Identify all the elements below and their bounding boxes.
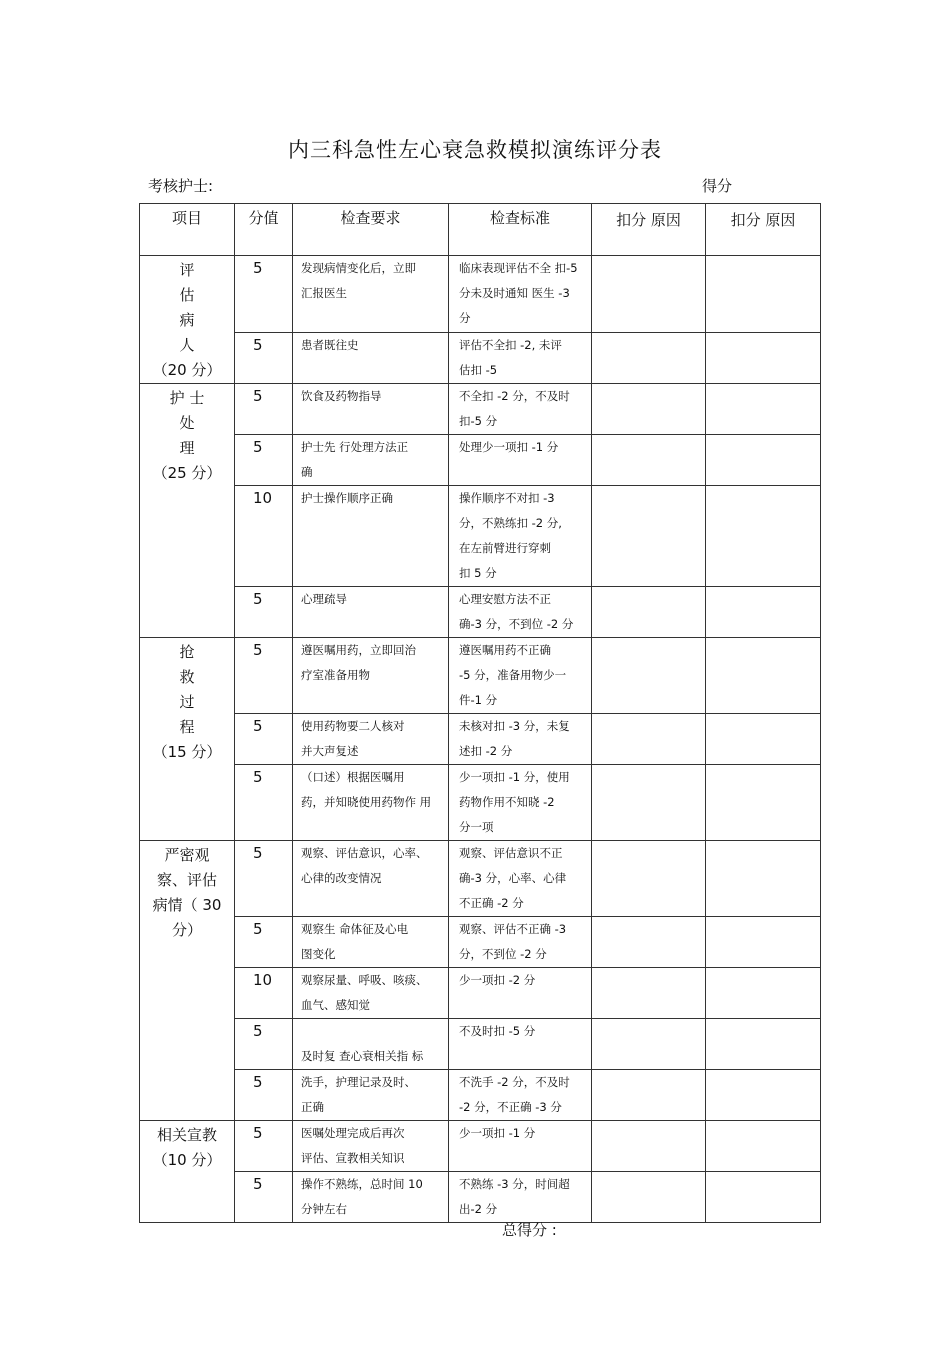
scoring-table [139, 203, 821, 1223]
requirement-cell [293, 968, 449, 1019]
requirement-cell [293, 765, 449, 841]
score-value-text: 5 [253, 641, 263, 659]
score-value-text: 5 [253, 1073, 263, 1091]
section-item-cell [140, 384, 235, 638]
table-row [140, 384, 821, 435]
score-value-text: 5 [253, 768, 263, 786]
standard-text: 不全扣 -2 分，不及时 扣-5 分 [459, 389, 570, 428]
requirement-text: 护士操作顺序正确 [301, 491, 393, 505]
header-item: 项目 [140, 204, 235, 256]
header-standard: 检查标准 [449, 204, 592, 256]
deduct-2-cell [706, 384, 821, 435]
section-item-label: 护 士 处 理 （25 分） [152, 389, 222, 482]
score-value-text: 5 [253, 844, 263, 862]
standard-cell [449, 384, 592, 435]
standard-cell [449, 1121, 592, 1172]
deduct-2-cell [706, 1019, 821, 1070]
score-value-cell [235, 486, 293, 587]
score-value-text: 5 [253, 590, 263, 608]
score-value-text: 10 [253, 971, 273, 989]
score-value-text: 5 [253, 335, 263, 354]
score-value-cell [235, 765, 293, 841]
deduct-1-cell [592, 332, 706, 383]
standard-text: 观察、评估意识不正 确-3 分，心率、心律 不正确 -2 分 [459, 846, 567, 910]
requirement-cell [293, 256, 449, 333]
requirement-text: 使用药物要二人核对 并大声复述 [301, 719, 405, 758]
deduct-1-cell [592, 384, 706, 435]
table-row [140, 917, 821, 968]
deduct-2-cell [706, 486, 821, 587]
table-row [140, 332, 821, 383]
deduct-1-cell [592, 1019, 706, 1070]
standard-text: 不洗手 -2 分，不及时 -2 分，不正确 -3 分 [459, 1075, 570, 1114]
requirement-text: 观察生 命体征及心电 图变化 [301, 922, 409, 961]
page-title: 内三科急性左心衰急救模拟演练评分表 [288, 138, 662, 162]
requirement-text: 医嘱处理完成后再次 评估、宣教相关知识 [301, 1126, 405, 1165]
requirement-cell [293, 638, 449, 714]
score-value-cell [235, 1172, 293, 1223]
deduct-1-cell [592, 486, 706, 587]
deduct-2-cell [706, 765, 821, 841]
standard-text: 不熟练 -3 分，时间超 出-2 分 [459, 1177, 570, 1216]
table-row [140, 1070, 821, 1121]
section-item-label: 抢 救 过 程 （15 分） [152, 643, 222, 761]
standard-text: 操作顺序不对扣 -3 分，不熟练扣 -2 分, 在左前臂进行穿刺 扣 5 分 [459, 491, 562, 580]
table-row [140, 841, 821, 917]
score-value-text: 10 [253, 489, 273, 507]
header-row [140, 204, 821, 256]
examiner-label: 考核护士: [148, 177, 214, 195]
standard-cell [449, 486, 592, 587]
requirement-cell [293, 1121, 449, 1172]
table-row [140, 1019, 821, 1070]
score-value-cell [235, 384, 293, 435]
deduct-2-cell [706, 714, 821, 765]
requirement-text: 患者既往史 [301, 337, 359, 352]
standard-cell [449, 1019, 592, 1070]
requirement-text: 及时复 查心衰相关指 标 [301, 1049, 424, 1063]
score-value-text: 5 [253, 1124, 263, 1142]
requirement-text: 饮食及药物指导 [301, 389, 382, 403]
requirement-text: （口述）根据医嘱用 药，并知晓使用药物作 用 [301, 770, 432, 809]
score-value-text: 5 [253, 438, 263, 456]
standard-cell [449, 638, 592, 714]
deduct-1-cell [592, 638, 706, 714]
section-item-cell [140, 841, 235, 1121]
requirement-text: 护士先 行处理方法正 确 [301, 440, 409, 479]
header-score: 分值 [235, 204, 293, 256]
deduct-2-cell [706, 256, 821, 333]
requirement-cell [293, 1070, 449, 1121]
requirement-cell [293, 1019, 449, 1070]
deduct-2-cell [706, 435, 821, 486]
standard-text: 遵医嘱用药不正确 -5 分，准备用物少一 件-1 分 [459, 643, 567, 707]
standard-cell [449, 332, 592, 383]
deduct-1-cell [592, 917, 706, 968]
table-row [140, 256, 821, 333]
section-item-label: 评 估 病 人 （20 分） [152, 261, 222, 379]
standard-cell [449, 1172, 592, 1223]
section-item-cell [140, 256, 235, 384]
table-row [140, 486, 821, 587]
deduct-2-cell [706, 638, 821, 714]
requirement-cell [293, 486, 449, 587]
deduct-2-cell [706, 332, 821, 383]
requirement-text: 遵医嘱用药，立即回治 疗室准备用物 [301, 643, 416, 682]
requirement-cell [293, 384, 449, 435]
section-item-label: 严密观 察、评估 病情（ 30 分） [152, 846, 222, 939]
deduct-2-cell [706, 1070, 821, 1121]
deduct-1-cell [592, 841, 706, 917]
table-row [140, 714, 821, 765]
requirement-cell [293, 332, 449, 383]
requirement-text: 观察、评估意识，心率、 心律的改变情况 [301, 846, 428, 885]
header-deduct-1: 扣分 原因 [592, 204, 706, 256]
standard-text: 观察、评估不正确 -3 分，不到位 -2 分 [459, 922, 567, 961]
requirement-cell [293, 587, 449, 638]
standard-cell [449, 435, 592, 486]
score-value-cell [235, 714, 293, 765]
score-value-text: 5 [253, 259, 263, 277]
section-item-cell [140, 638, 235, 841]
requirement-cell [293, 841, 449, 917]
score-value-text: 5 [253, 387, 263, 405]
score-value-cell [235, 841, 293, 917]
score-value-cell [235, 968, 293, 1019]
score-value-cell [235, 587, 293, 638]
deduct-1-cell [592, 1070, 706, 1121]
deduct-2-cell [706, 587, 821, 638]
score-value-cell [235, 256, 293, 333]
deduct-2-cell [706, 917, 821, 968]
deduct-2-cell [706, 968, 821, 1019]
standard-cell [449, 968, 592, 1019]
standard-text: 不及时扣 -5 分 [459, 1024, 536, 1038]
score-value-text: 5 [253, 920, 263, 938]
standard-cell [449, 841, 592, 917]
score-value-cell [235, 1019, 293, 1070]
requirement-cell [293, 714, 449, 765]
table-row [140, 765, 821, 841]
requirement-text: 洗手，护理记录及时、 正确 [301, 1075, 416, 1114]
standard-text: 评估不全扣 -2, 未评 估扣 -5 [459, 337, 562, 377]
standard-text: 未核对扣 -3 分，未复 述扣 -2 分 [459, 719, 570, 758]
standard-text: 少一项扣 -1 分，使用 药物作用不知晓 -2 分一项 [459, 770, 570, 834]
standard-cell [449, 917, 592, 968]
header-deduct-2: 扣分 原因 [706, 204, 821, 256]
table-row [140, 1121, 821, 1172]
standard-text: 处理少一项扣 -1 分 [459, 440, 559, 454]
requirement-text: 观察尿量、呼吸、咳痰、 血气、感知觉 [301, 973, 428, 1012]
deduct-1-cell [592, 765, 706, 841]
score-value-cell [235, 332, 293, 383]
table-row [140, 638, 821, 714]
requirement-cell [293, 1172, 449, 1223]
requirement-text: 发现病情变化后，立即 汇报医生 [301, 261, 416, 300]
score-value-cell [235, 1121, 293, 1172]
table-row [140, 435, 821, 486]
score-label: 得分 [702, 177, 733, 195]
score-value-text: 5 [253, 1022, 263, 1040]
standard-cell [449, 1070, 592, 1121]
header-requirement: 检查要求 [293, 204, 449, 256]
standard-text: 少一项扣 -2 分 [459, 973, 536, 987]
score-value-cell [235, 638, 293, 714]
score-value-cell [235, 1070, 293, 1121]
deduct-1-cell [592, 435, 706, 486]
deduct-1-cell [592, 1121, 706, 1172]
deduct-2-cell [706, 1172, 821, 1223]
score-value-cell [235, 435, 293, 486]
requirement-text: 操作不熟练，总时间 10 分钟左右 [301, 1177, 423, 1216]
table-row [140, 968, 821, 1019]
section-item-label: 相关宣教 （10 分） [152, 1126, 222, 1169]
deduct-2-cell [706, 1121, 821, 1172]
requirement-cell [293, 435, 449, 486]
table-row [140, 587, 821, 638]
deduct-1-cell [592, 256, 706, 333]
deduct-1-cell [592, 968, 706, 1019]
deduct-1-cell [592, 587, 706, 638]
section-item-cell [140, 1121, 235, 1223]
score-value-cell [235, 917, 293, 968]
standard-cell [449, 765, 592, 841]
score-value-text: 5 [253, 1175, 263, 1193]
standard-text: 心理安慰方法不正 确-3 分，不到位 -2 分 [459, 592, 574, 631]
standard-cell [449, 587, 592, 638]
table-body [140, 256, 821, 1223]
standard-text: 临床表现评估不全 扣-5 分未及时通知 医生 -3 分 [459, 261, 578, 325]
deduct-1-cell [592, 714, 706, 765]
requirement-text: 心理疏导 [301, 592, 347, 606]
deduct-1-cell [592, 1172, 706, 1223]
deduct-2-cell [706, 841, 821, 917]
total-score-label: 总得分 : [502, 1221, 557, 1239]
standard-cell [449, 256, 592, 333]
score-value-text: 5 [253, 717, 263, 735]
standard-cell [449, 714, 592, 765]
standard-text: 少一项扣 -1 分 [459, 1126, 536, 1140]
requirement-cell [293, 917, 449, 968]
table-row [140, 1172, 821, 1223]
